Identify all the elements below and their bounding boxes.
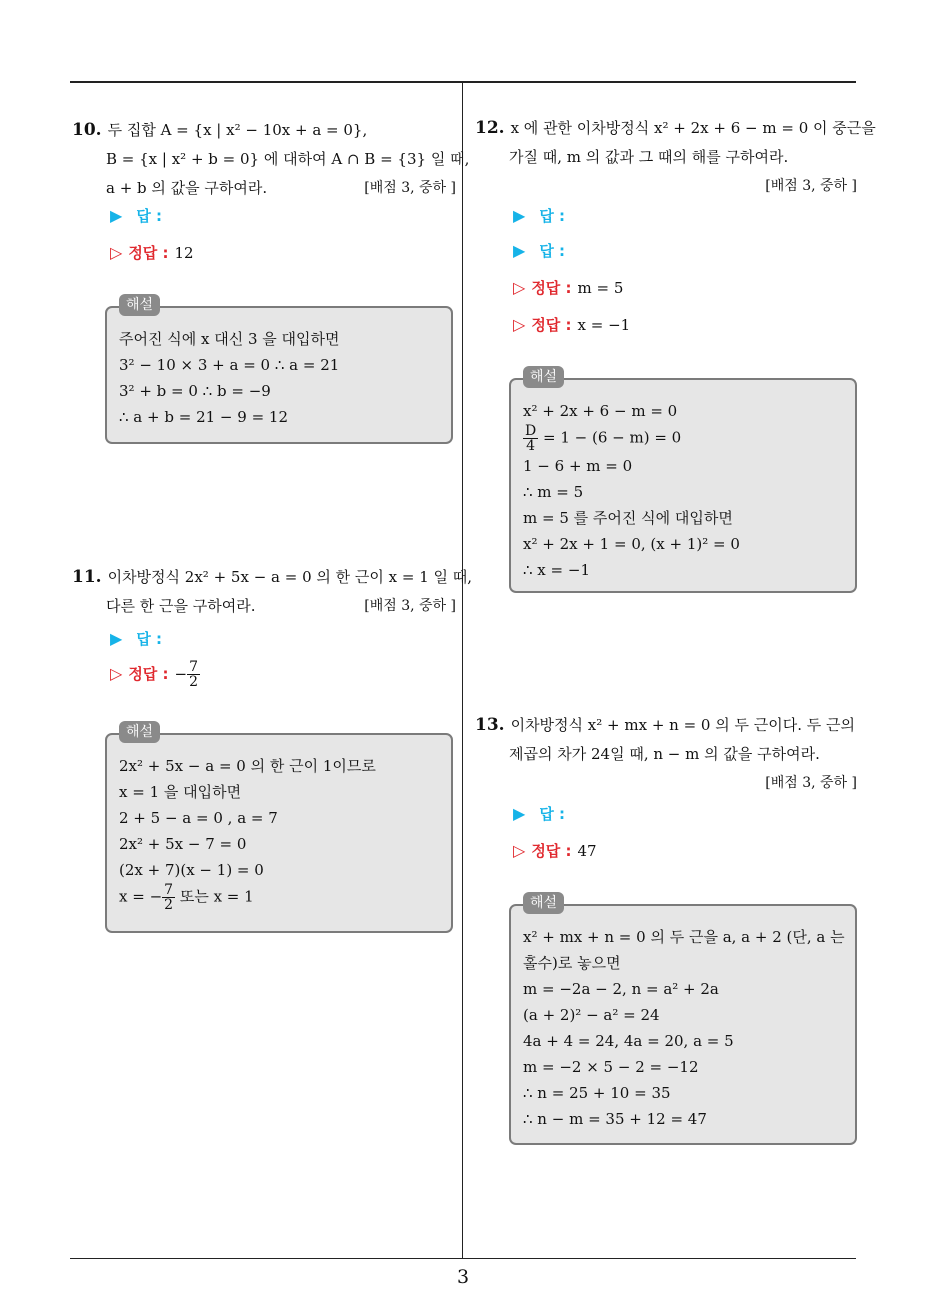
triangle-icon: ▶ bbox=[513, 206, 526, 225]
explanation-fraction bbox=[162, 883, 175, 912]
explanation-text: = 1 − (6 − m) = 0 bbox=[538, 428, 682, 447]
problem-text: x 에 관한 이차방정식 x² + 2x + 6 − m = 0 이 중근을 bbox=[510, 119, 876, 137]
correct-value: x = −1 bbox=[577, 316, 631, 334]
explanation-tag: 해설 bbox=[523, 366, 564, 388]
column-divider bbox=[462, 83, 463, 1258]
fraction-numerator: 7 bbox=[189, 659, 199, 675]
correct-sign: − bbox=[174, 665, 188, 683]
triangle-icon: ▶ bbox=[110, 629, 123, 648]
explanation-line: ∴ a + b = 21 − 9 = 12 bbox=[119, 408, 288, 426]
correct-answer bbox=[110, 242, 194, 263]
answer-prompt[interactable] bbox=[513, 803, 565, 824]
explanation-line bbox=[119, 883, 439, 912]
explanation-line: ∴ x = −1 bbox=[523, 561, 590, 579]
explanation-line: m = −2 × 5 − 2 = −12 bbox=[523, 1058, 699, 1076]
explanation-line: 홀수)로 놓으면 bbox=[523, 954, 621, 972]
explanation-line: m = −2a − 2, n = a² + 2a bbox=[523, 980, 719, 998]
problem-text: 다른 한 근을 구하여라. bbox=[106, 597, 256, 615]
top-rule bbox=[70, 81, 856, 83]
explanation-tag: 해설 bbox=[119, 294, 160, 316]
explanation-line: 2x² + 5x − a = 0 의 한 근이 1이므로 bbox=[119, 757, 376, 775]
explanation-line: 2x² + 5x − 7 = 0 bbox=[119, 835, 247, 853]
score-label: [배점 3, 중하 ] bbox=[765, 775, 857, 791]
problem-text: a + b 의 값을 구하여라. bbox=[106, 179, 268, 197]
triangle-outline-icon: ▷ bbox=[513, 315, 526, 334]
triangle-outline-icon: ▷ bbox=[513, 278, 526, 297]
explanation-box bbox=[105, 297, 453, 444]
explanation-text: x = − bbox=[119, 887, 163, 906]
fraction-denominator: 2 bbox=[189, 674, 199, 690]
explanation-line: (2x + 7)(x − 1) = 0 bbox=[119, 861, 264, 879]
problem-text: 제곱의 차가 24일 때, n − m 의 값을 구하여라. bbox=[509, 745, 820, 763]
correct-fraction bbox=[187, 660, 200, 689]
problem-13 bbox=[475, 711, 857, 798]
explanation-tag: 해설 bbox=[523, 892, 564, 914]
explanation-text: 또는 x = 1 bbox=[175, 887, 254, 906]
score-label: [배점 3, 중하 ] bbox=[364, 598, 456, 614]
explanation-box bbox=[509, 895, 857, 1145]
bottom-rule bbox=[70, 1258, 856, 1259]
explanation-line: 3² + b = 0 ∴ b = −9 bbox=[119, 382, 271, 400]
explanation-line: 1 − 6 + m = 0 bbox=[523, 457, 633, 475]
problem-number: 10. bbox=[72, 120, 102, 140]
explanation-line: 4a + 4 = 24, 4a = 20, a = 5 bbox=[523, 1032, 734, 1050]
answer-label: 답 : bbox=[539, 242, 566, 260]
problem-text: 이차방정식 2x² + 5x − a = 0 의 한 근이 x = 1 일 때, bbox=[107, 568, 473, 586]
explanation-line: ∴ n = 25 + 10 = 35 bbox=[523, 1084, 671, 1102]
fraction-numerator: 7 bbox=[164, 882, 174, 898]
problem-11 bbox=[72, 563, 473, 621]
correct-label: 정답 : bbox=[531, 316, 572, 334]
triangle-icon: ▶ bbox=[513, 241, 526, 260]
explanation-line: 2 + 5 − a = 0 , a = 7 bbox=[119, 809, 278, 827]
fraction-denominator: 4 bbox=[526, 438, 536, 454]
explanation-line: x = 1 을 대입하면 bbox=[119, 783, 242, 801]
fraction-numerator: D bbox=[525, 423, 537, 439]
answer-label: 답 : bbox=[136, 630, 163, 648]
answer-prompt[interactable] bbox=[513, 240, 565, 261]
correct-value: 47 bbox=[577, 842, 597, 860]
correct-answer bbox=[513, 314, 630, 335]
triangle-icon: ▶ bbox=[513, 804, 526, 823]
correct-value: 12 bbox=[174, 244, 194, 262]
problem-10 bbox=[72, 116, 470, 203]
correct-answer bbox=[513, 840, 597, 861]
explanation-line: ∴ m = 5 bbox=[523, 483, 584, 501]
explanation-fraction bbox=[523, 424, 538, 453]
triangle-icon: ▶ bbox=[110, 206, 123, 225]
correct-value: m = 5 bbox=[577, 279, 624, 297]
triangle-outline-icon: ▷ bbox=[110, 664, 123, 683]
answer-label: 답 : bbox=[539, 805, 566, 823]
problem-text: 이차방정식 x² + mx + n = 0 의 두 근이다. 두 근의 bbox=[510, 716, 855, 734]
correct-label: 정답 : bbox=[128, 665, 169, 683]
correct-label: 정답 : bbox=[531, 842, 572, 860]
explanation-line: (a + 2)² − a² = 24 bbox=[523, 1006, 660, 1024]
triangle-outline-icon: ▷ bbox=[513, 841, 526, 860]
answer-prompt[interactable] bbox=[110, 628, 162, 649]
answer-prompt[interactable] bbox=[513, 205, 565, 226]
answer-prompt[interactable] bbox=[110, 205, 162, 226]
problem-number: 12. bbox=[475, 118, 505, 138]
correct-answer bbox=[110, 660, 200, 689]
problem-number: 11. bbox=[72, 567, 102, 587]
explanation-tag: 해설 bbox=[119, 721, 160, 743]
correct-answer bbox=[513, 277, 623, 298]
answer-label: 답 : bbox=[539, 207, 566, 225]
problem-12 bbox=[475, 114, 876, 201]
score-label: [배점 3, 중하 ] bbox=[364, 180, 456, 196]
score-label: [배점 3, 중하 ] bbox=[765, 178, 857, 194]
explanation-line: ∴ n − m = 35 + 12 = 47 bbox=[523, 1110, 707, 1128]
correct-label: 정답 : bbox=[128, 244, 169, 262]
explanation-line: m = 5 를 주어진 식에 대입하면 bbox=[523, 509, 733, 527]
explanation-box bbox=[105, 724, 453, 933]
problem-text: 가질 때, m 의 값과 그 때의 해를 구하여라. bbox=[509, 148, 789, 166]
page-number: 3 bbox=[456, 1266, 470, 1288]
fraction-denominator: 2 bbox=[164, 897, 174, 913]
correct-label: 정답 : bbox=[531, 279, 572, 297]
explanation-line: 주어진 식에 x 대신 3 을 대입하면 bbox=[119, 330, 340, 348]
explanation-line: 3² − 10 × 3 + a = 0 ∴ a = 21 bbox=[119, 356, 340, 374]
explanation-line: x² + 2x + 1 = 0, (x + 1)² = 0 bbox=[523, 535, 740, 553]
explanation-line: x² + 2x + 6 − m = 0 bbox=[523, 402, 678, 420]
explanation-box bbox=[509, 369, 857, 593]
explanation-line bbox=[523, 424, 843, 453]
problem-text: 두 집합 A = {x | x² − 10x + a = 0}, bbox=[107, 121, 368, 139]
explanation-line: x² + mx + n = 0 의 두 근을 a, a + 2 (단, a 는 bbox=[523, 928, 845, 946]
triangle-outline-icon: ▷ bbox=[110, 243, 123, 262]
problem-number: 13. bbox=[475, 715, 505, 735]
answer-label: 답 : bbox=[136, 207, 163, 225]
problem-text: B = {x | x² + b = 0} 에 대하여 A ∩ B = {3} 일 때, bbox=[106, 150, 470, 168]
